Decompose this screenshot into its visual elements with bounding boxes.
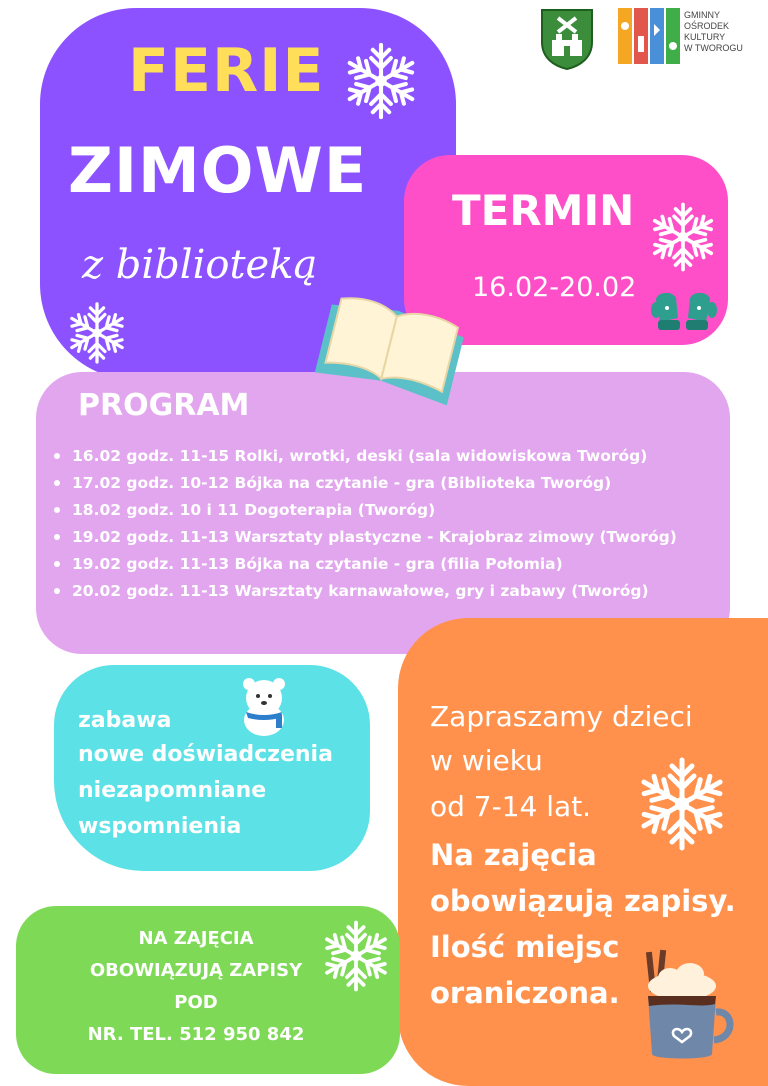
org-name-line: KULTURY <box>684 32 726 42</box>
termin-label: TERMIN <box>452 186 635 235</box>
signup-line: NA ZAJĘCIA <box>138 928 254 949</box>
mittens-icon <box>650 288 720 336</box>
program-item: 16.02 godz. 11-15 Rolki, wrotki, deski (sala widowiskowa Tworóg) <box>54 444 677 471</box>
gok-logo-icon <box>618 8 680 64</box>
org-name-line: GMINNY <box>684 10 720 20</box>
invite-emphasis: oraniczona. <box>430 976 620 1010</box>
fun-line: zabawa <box>78 708 172 733</box>
org-name-line: W TWOROGU <box>684 43 743 53</box>
title-ferie: FERIE <box>128 36 325 106</box>
fun-line: nowe doświadczenia <box>78 742 333 767</box>
signup-line: POD <box>174 992 218 1013</box>
coat-of-arms-icon <box>540 8 594 70</box>
invite-line: Zapraszamy dzieci <box>430 700 693 733</box>
org-name <box>684 10 743 54</box>
invite-line: w wieku <box>430 744 543 777</box>
termin-dates: 16.02-20.02 <box>472 272 637 303</box>
program-item: 19.02 godz. 11-13 Bójka na czytanie - gra (filia Połomia) <box>54 552 677 579</box>
program-list <box>54 444 677 606</box>
open-book-icon <box>312 290 468 414</box>
hot-cocoa-mug-icon <box>630 946 746 1066</box>
invite-line: od 7-14 lat. <box>430 790 592 823</box>
signup-phone: NR. TEL. 512 950 842 <box>87 1024 305 1045</box>
snowflake-icon <box>318 918 394 994</box>
org-name-line: OŚRODEK <box>684 21 730 31</box>
program-title: PROGRAM <box>78 388 250 423</box>
snowflake-icon <box>646 200 720 274</box>
invite-emphasis: Na zajęcia <box>430 838 597 872</box>
signup-line: OBOWIĄZUJĄ ZAPISY <box>89 960 303 981</box>
invite-emphasis: Ilość miejsc <box>430 930 620 964</box>
title-subtitle: z biblioteką <box>82 242 318 288</box>
program-item: 17.02 godz. 10-12 Bójka na czytanie - gra (Biblioteka Tworóg) <box>54 471 677 498</box>
fun-line: wspomnienia <box>78 814 242 839</box>
polar-bear-icon <box>232 672 296 738</box>
snowflake-icon <box>340 40 422 122</box>
program-item: 18.02 godz. 10 i 11 Dogoterapia (Tworóg) <box>54 498 677 525</box>
snowflake-icon <box>632 754 732 854</box>
title-zimowe: ZIMOWE <box>68 134 368 207</box>
fun-line: niezapomniane <box>78 778 267 803</box>
program-item: 20.02 godz. 11-13 Warsztaty karnawałowe, gry i zabawy (Tworóg) <box>54 579 677 606</box>
program-item: 19.02 godz. 11-13 Warsztaty plastyczne - Krajobraz zimowy (Tworóg) <box>54 525 677 552</box>
invite-emphasis: obowiązują zapisy. <box>430 884 736 918</box>
snowflake-icon <box>64 300 130 366</box>
fun-panel <box>54 665 370 871</box>
